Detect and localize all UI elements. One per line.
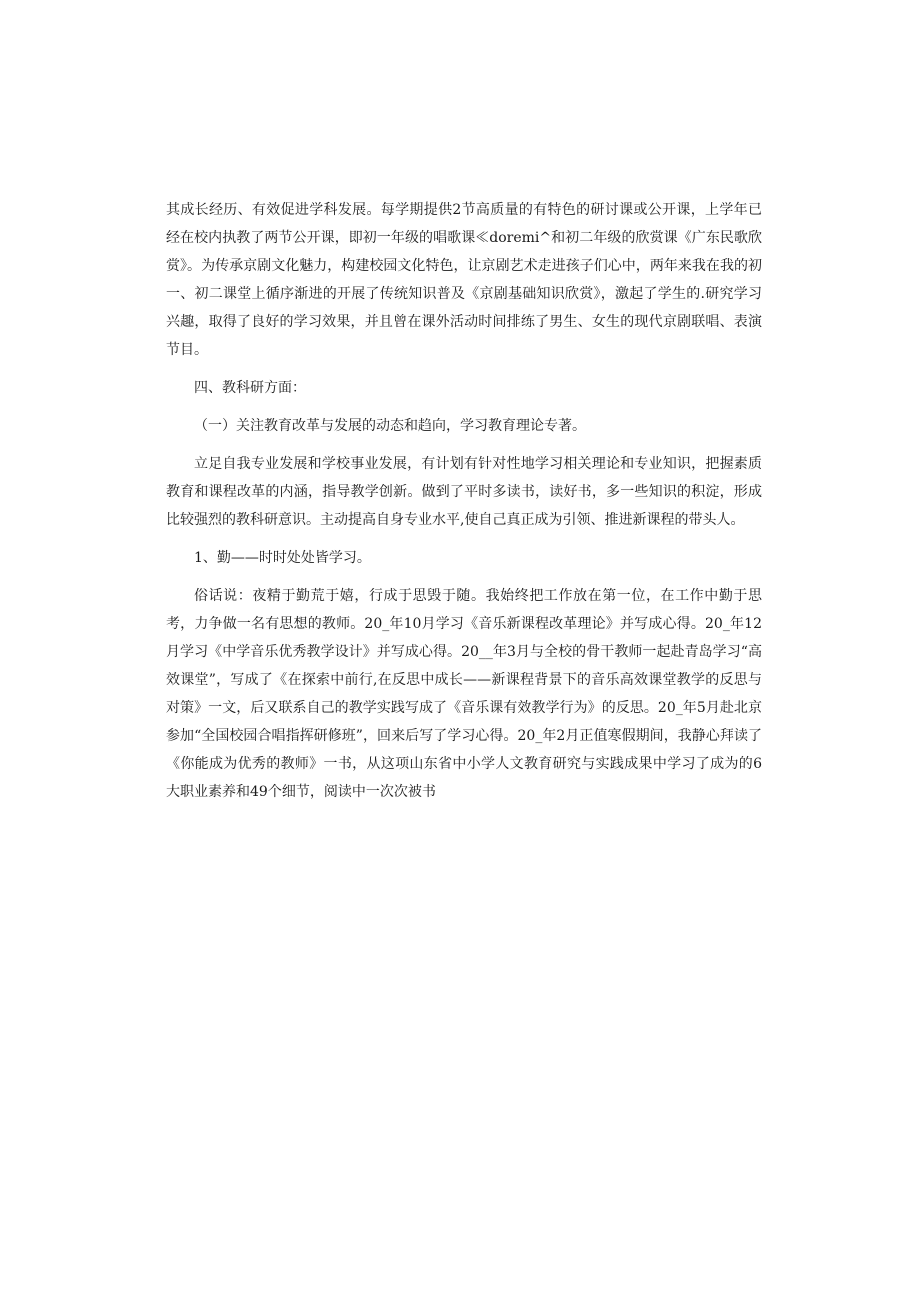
paragraph-learning-record: 俗话说：夜精于勤荒于嬉，行成于思毁于随。我始终把工作放在第一位，在工作中勤于思考，力争做一名有思想的教师。20_年10月学习《音乐新课程改革理论》并写成心得。20_年12月学习《中学音乐优秀教学设计》并写成心得。20__年3月与全校的骨干教师一起赴青岛学习“高效课堂”，写成了《在探索中前行,在反思中成长——新课程背景下的音乐高效课堂教学的反思与对策》一文，后又联系自己的教学实践写成了《音乐课有效教学行为》的反思。20_年5月赴北京参加“全国校园合唱指挥研修班”，回来后写了学习心得。20_年2月正值寒假期间，我静心拜读了《你能成为优秀的教师》一书，从这项山东省中小学人文教育研究与实践成果中学习了成为的6大职业素养和49个细节，阅读中一次次被书 xyxy=(166,588,762,800)
document-body xyxy=(166,196,762,816)
subsection-heading-education-reform: （一）关注教育改革与发展的动态和趋向，学习教育理论专著。 xyxy=(194,418,586,434)
section-heading-research: 四、教科研方面： xyxy=(194,380,306,396)
paragraph-growth-experience: 其成长经历、有效促进学科发展。每学期提供2节高质量的有特色的研讨课或公开课，上学年已经在校内执教了两节公开课，即初一年级的唱歌课≪doremi^和初二年级的欣赏课《广东民歌欣赏》。为传承京剧文化魅力，构建校园文化特色，让京剧艺术走进孩子们心中，两年来我在我的初一、初二课堂上循序渐进的开展了传统知识普及《京剧基础知识欣赏》，激起了学生的.研究学习兴趣，取得了良好的学习效果，并且曾在课外活动时间排练了男生、女生的现代京剧联唱、表演节目。 xyxy=(166,202,762,358)
item-heading-diligence: 1、勤——时时处处皆学习。 xyxy=(194,550,371,566)
paragraph-professional-development: 立足自我专业发展和学校事业发展，有计划有针对性地学习相关理论和专业知识，把握素质教育和课程改革的内涵，指导教学创新。做到了平时多读书，读好书，多一些知识的积淀，形成比较强烈的教科研意识。主动提高自身专业水平,使自己真正成为引领、推进新课程的带头人。 xyxy=(166,456,762,528)
